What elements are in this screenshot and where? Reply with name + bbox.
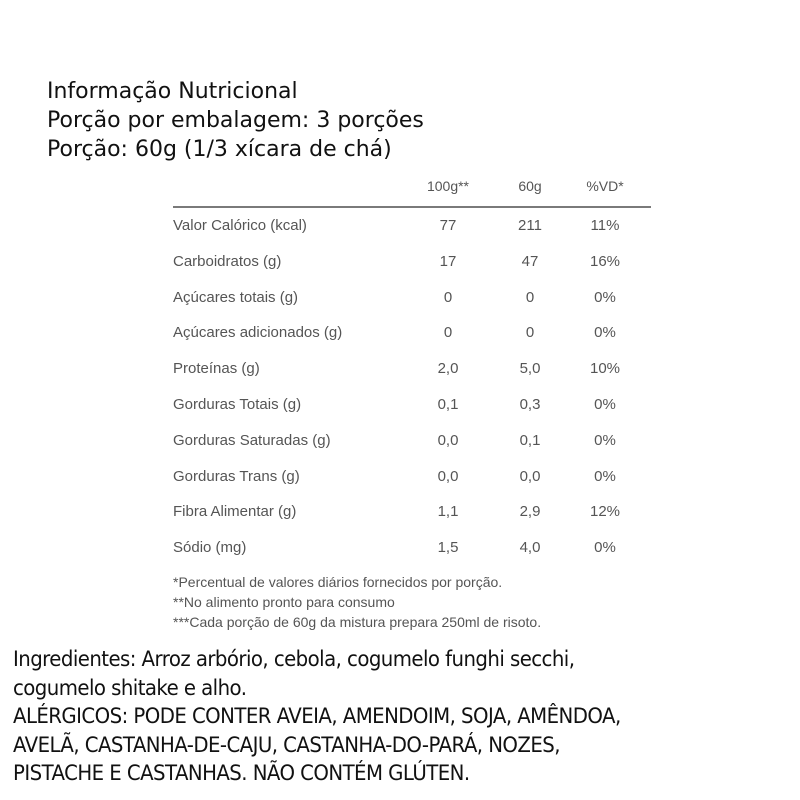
value-vd: 0% [594,539,616,557]
value-60g: 211 [518,217,542,234]
value-vd: 12% [589,503,621,521]
value-60g: 0 [525,324,535,342]
row-label: Açúcares totais (g) [173,288,299,306]
value-100g: 2,0 [437,360,459,378]
table-header [173,172,651,208]
footnote-preparation: ***Cada porção de 60g da mistura prepara 250ml de risoto. [173,613,542,630]
allergens-line-3: PISTACHE E CASTANHAS. NÃO CONTÉM GLÚTEN. [13,761,470,785]
ingredients-block [13,645,756,788]
value-100g: 0,0 [437,431,459,449]
column-header-100g: 100g** [426,178,470,194]
table-row [173,494,651,530]
row-label: Gorduras Totais (g) [173,395,302,413]
value-100g: 1,1 [437,503,459,521]
value-100g: 0,0 [437,467,459,485]
ingredients-line-2: cogumelo shitake e alho. [13,675,247,700]
value-60g: 4,0 [519,539,541,557]
value-60g: 0,0 [519,467,541,485]
value-60g: 5,0 [519,360,541,378]
value-100g: 77 [439,217,457,234]
value-100g: 1,5 [437,539,459,557]
allergens-line-1: ALÉRGICOS: PODE CONTER AVEIA, AMENDOIM, SOJA, AMÊNDOA, [13,704,621,728]
value-vd: 0% [594,288,616,306]
footnote-vd: *Percentual de valores diários fornecidos por porção. [173,573,503,590]
nutrition-table [173,172,651,632]
value-vd: 0% [594,324,616,342]
row-label: Gorduras Saturadas (g) [173,431,331,449]
column-header-vd: %VD* [586,178,624,194]
serving-size: Porção: 60g (1/3 xícara de chá) [47,137,392,162]
value-100g: 0 [443,324,453,342]
value-100g: 0,1 [437,395,459,413]
column-header-60g: 60g [518,178,542,194]
row-label: Proteínas (g) [173,360,260,378]
table-row [173,351,651,387]
servings-per-package: Porção por embalagem: 3 porções [47,108,424,133]
table-row [173,244,651,280]
value-100g: 0 [443,288,453,306]
page-title: Informação Nutricional [47,79,298,104]
table-footnotes [173,572,651,632]
allergens-line-2: AVELÃ, CASTANHA-DE-CAJU, CASTANHA-DO-PARÁ, NOZES, [13,732,560,757]
table-row [173,423,651,459]
table-row [173,387,651,423]
row-label: Valor Calórico (kcal) [173,217,307,234]
value-vd: 0% [594,467,616,485]
value-60g: 0 [525,288,535,306]
value-60g: 0,1 [519,431,541,449]
value-vd: 10% [589,360,621,378]
table-row [173,208,651,244]
value-60g: 47 [521,252,539,270]
value-vd: 0% [594,395,616,413]
value-60g: 2,9 [519,503,541,521]
table-row [173,315,651,351]
value-vd: 16% [589,252,621,270]
table-row [173,280,651,316]
value-vd: 0% [594,431,616,449]
row-label: Sódio (mg) [173,539,247,557]
table-row [173,530,651,566]
ingredients-line-1: Ingredientes: Arroz arbório, cebola, cogumelo funghi secchi, [13,647,575,671]
row-label: Açúcares adicionados (g) [173,324,343,342]
row-label: Carboidratos (g) [173,252,282,270]
table-row [173,459,651,495]
value-100g: 17 [439,252,457,270]
value-60g: 0,3 [519,395,541,413]
nutrition-header [47,77,424,164]
footnote-ready-to-eat: **No alimento pronto para consumo [173,593,395,610]
row-label: Gorduras Trans (g) [173,467,300,485]
value-vd: 11% [590,217,620,234]
row-label: Fibra Alimentar (g) [173,503,297,521]
